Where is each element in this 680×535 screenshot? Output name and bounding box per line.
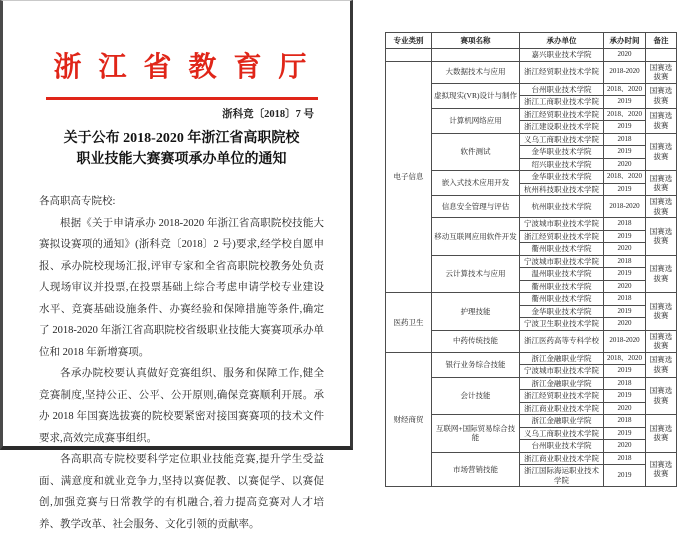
time-cell: 2018-2020 <box>604 196 646 218</box>
table-body <box>386 49 677 487</box>
time-cell: 2018、2020 <box>604 171 646 184</box>
note-cell: 国赛选拔赛 <box>646 171 677 196</box>
time-cell: 2019 <box>604 305 646 318</box>
agency-title: 浙江省教育厅 <box>53 52 324 83</box>
time-cell: 2018 <box>604 218 646 231</box>
time-cell: 2019 <box>604 121 646 134</box>
column-header: 专业类别 <box>386 33 432 49</box>
event-name-cell: 市场营销技能 <box>432 452 520 487</box>
time-cell: 2019 <box>604 146 646 159</box>
category-cell: 电子信息 <box>386 61 432 293</box>
organizer-cell: 杭州职业技术学院 <box>520 196 604 218</box>
organizer-cell: 浙江金融职业学院 <box>520 415 604 428</box>
time-cell: 2018 <box>604 415 646 428</box>
table-page <box>356 0 680 485</box>
header-row <box>386 33 677 49</box>
organizer-cell: 台州职业技术学院 <box>520 83 604 96</box>
document-title <box>39 128 324 170</box>
note-cell: 国赛选拔赛 <box>646 377 677 415</box>
time-cell: 2018-2020 <box>604 61 646 83</box>
time-cell: 2020 <box>604 318 646 331</box>
organizer-cell: 浙江金融职业学院 <box>520 377 604 390</box>
time-cell: 2018 <box>604 255 646 268</box>
salutation: 各高职高专院校: <box>39 196 116 207</box>
organizer-cell: 浙江经贸职业技术学院 <box>520 108 604 121</box>
document-title-line1: 关于公布 2018-2020 年浙江省高职院校 <box>63 131 300 146</box>
note-cell: 国赛选拔赛 <box>646 415 677 453</box>
paragraph: 各高职高专院校要科学定位职业技能竞赛,提升学生受益面、满意度和就业竞争力,坚持以赛促教、以赛促学、以赛促创,加强竞赛与日常教学的有机融合,着力提高竞赛对人才培养、教学改革、社会服务、文化引领的贡献率。 <box>39 454 324 530</box>
paragraph: 根据《关于申请承办 2018-2020 年浙江省高职院校技能大赛拟设赛项的通知》(浙科竞〔2018〕2 号)要求,经学校自愿申报、承办院校现场汇报,评审专家和全省高职院校教务处负责人现场审议并投票,在投票基础上综合考虑申请学校专业建设水平、竞赛基础设施条件、办赛经验和保障措施等条件,确定了 2018-2020 年浙江省高职院校省级职业技能大赛赛项承办单位和 2018 年新增赛项。 <box>39 217 324 358</box>
organizer-cell: 宁波城市职业技术学院 <box>520 255 604 268</box>
paragraph: 各承办院校要认真做好竞赛组织、服务和保障工作,健全竞赛制度,坚持公正、公平、公开原则,确保竞赛顺利开展。承办 2018 年国赛选拔赛的院校要紧密对接国赛赛项的技术文件要求,高效完成赛事组织。 <box>39 368 324 444</box>
organizer-cell: 宁波城市职业技术学院 <box>520 218 604 231</box>
time-cell: 2018 <box>604 293 646 306</box>
organizer-cell: 义乌工商职业技术学院 <box>520 427 604 440</box>
document-body <box>39 191 324 535</box>
note-cell <box>646 49 677 62</box>
time-cell: 2020 <box>604 243 646 256</box>
organizer-cell: 浙江经贸职业技术学院 <box>520 230 604 243</box>
note-cell: 国赛选拔赛 <box>646 218 677 256</box>
event-name-cell: 软件测试 <box>432 133 520 171</box>
note-cell: 国赛选拔赛 <box>646 452 677 487</box>
time-cell: 2018 <box>604 452 646 465</box>
organizer-cell: 浙江商业职业技术学院 <box>520 402 604 415</box>
note-cell: 国赛选拔赛 <box>646 352 677 377</box>
event-name-cell: 移动互联网应用软件开发 <box>432 218 520 256</box>
column-header: 赛项名称 <box>432 33 520 49</box>
organizer-cell: 义乌工商职业技术学院 <box>520 133 604 146</box>
time-cell: 2020 <box>604 158 646 171</box>
organizer-cell: 浙江经贸职业技术学院 <box>520 390 604 403</box>
table-row <box>386 49 677 62</box>
organizer-cell: 金华职业技术学院 <box>520 146 604 159</box>
organizer-cell: 浙江建设职业技术学院 <box>520 121 604 134</box>
organizer-cell: 衢州职业技术学院 <box>520 280 604 293</box>
time-cell: 2019 <box>604 390 646 403</box>
event-name-cell: 计算机网络应用 <box>432 108 520 133</box>
time-cell: 2020 <box>604 440 646 453</box>
note-cell: 国赛选拔赛 <box>646 293 677 331</box>
time-cell: 2020 <box>604 49 646 62</box>
column-header: 承办时间 <box>604 33 646 49</box>
organizer-cell: 绍兴职业技术学院 <box>520 158 604 171</box>
organizer-cell: 衢州职业技术学院 <box>520 293 604 306</box>
organizer-cell: 衢州职业技术学院 <box>520 243 604 256</box>
column-header: 备注 <box>646 33 677 49</box>
column-header: 承办单位 <box>520 33 604 49</box>
table-row <box>386 61 677 83</box>
note-cell: 国赛选拔赛 <box>646 83 677 108</box>
note-cell: 国赛选拔赛 <box>646 255 677 293</box>
note-cell: 国赛选拔赛 <box>646 196 677 218</box>
organizer-cell: 浙江经贸职业技术学院 <box>520 61 604 83</box>
event-name-cell: 银行业务综合技能 <box>432 352 520 377</box>
time-cell: 2018 <box>604 377 646 390</box>
category-cell <box>386 49 432 62</box>
organizer-cell: 宁波卫生职业技术学院 <box>520 318 604 331</box>
time-cell: 2019 <box>604 230 646 243</box>
category-cell: 财经商贸 <box>386 352 432 487</box>
time-cell: 2020 <box>604 280 646 293</box>
table-row <box>386 293 677 306</box>
organizer-cell: 浙江金融职业学院 <box>520 352 604 365</box>
document-number: 浙科竞〔2018〕7 号 <box>222 109 314 120</box>
time-cell: 2019 <box>604 183 646 196</box>
time-cell: 2019 <box>604 465 646 487</box>
red-divider-line <box>46 97 318 100</box>
note-cell: 国赛选拔赛 <box>646 133 677 171</box>
organizer-cell: 金华职业技术学院 <box>520 305 604 318</box>
organizer-cell: 浙江国际海运职业技术学院 <box>520 465 604 487</box>
event-name-cell: 互联网+国际贸易综合技能 <box>432 415 520 453</box>
organizer-cell: 温州职业技术学院 <box>520 268 604 281</box>
organizer-cell: 台州职业技术学院 <box>520 440 604 453</box>
time-cell: 2019 <box>604 427 646 440</box>
schedule-table <box>385 32 677 487</box>
organizer-cell: 浙江商业职业技术学院 <box>520 452 604 465</box>
event-name-cell: 会计技能 <box>432 377 520 415</box>
time-cell: 2019 <box>604 96 646 109</box>
note-cell: 国赛选拔赛 <box>646 108 677 133</box>
organizer-cell: 宁波城市职业技术学院 <box>520 365 604 378</box>
event-name-cell: 虚拟现实(VR)设计与制作 <box>432 83 520 108</box>
event-name-cell: 大数据技术与应用 <box>432 61 520 83</box>
event-name-cell: 嵌入式技术应用开发 <box>432 171 520 196</box>
time-cell: 2018-2020 <box>604 330 646 352</box>
time-cell: 2018、2020 <box>604 83 646 96</box>
organizer-cell: 金华职业技术学院 <box>520 171 604 184</box>
event-name-cell: 云计算技术与应用 <box>432 255 520 293</box>
table-header-row <box>386 33 677 49</box>
event-name-cell: 护理技能 <box>432 293 520 331</box>
time-cell: 2018、2020 <box>604 108 646 121</box>
time-cell: 2019 <box>604 268 646 281</box>
organizer-cell: 浙江医药高等专科学校 <box>520 330 604 352</box>
note-cell: 国赛选拔赛 <box>646 330 677 352</box>
time-cell: 2018、2020 <box>604 352 646 365</box>
time-cell: 2018 <box>604 133 646 146</box>
time-cell: 2019 <box>604 365 646 378</box>
table-row <box>386 352 677 365</box>
note-cell: 国赛选拔赛 <box>646 61 677 83</box>
organizer-cell: 浙江工商职业技术学院 <box>520 96 604 109</box>
document-title-line2: 职业技能大赛赛项承办单位的通知 <box>76 152 287 167</box>
event-name-cell: 信息安全管理与评估 <box>432 196 520 218</box>
event-name-cell: 中药传统技能 <box>432 330 520 352</box>
organizer-cell: 杭州科技职业技术学院 <box>520 183 604 196</box>
organizer-cell: 嘉兴职业技术学院 <box>520 49 604 62</box>
time-cell: 2020 <box>604 402 646 415</box>
event-name-cell <box>432 49 520 62</box>
category-cell: 医药卫生 <box>386 293 432 353</box>
